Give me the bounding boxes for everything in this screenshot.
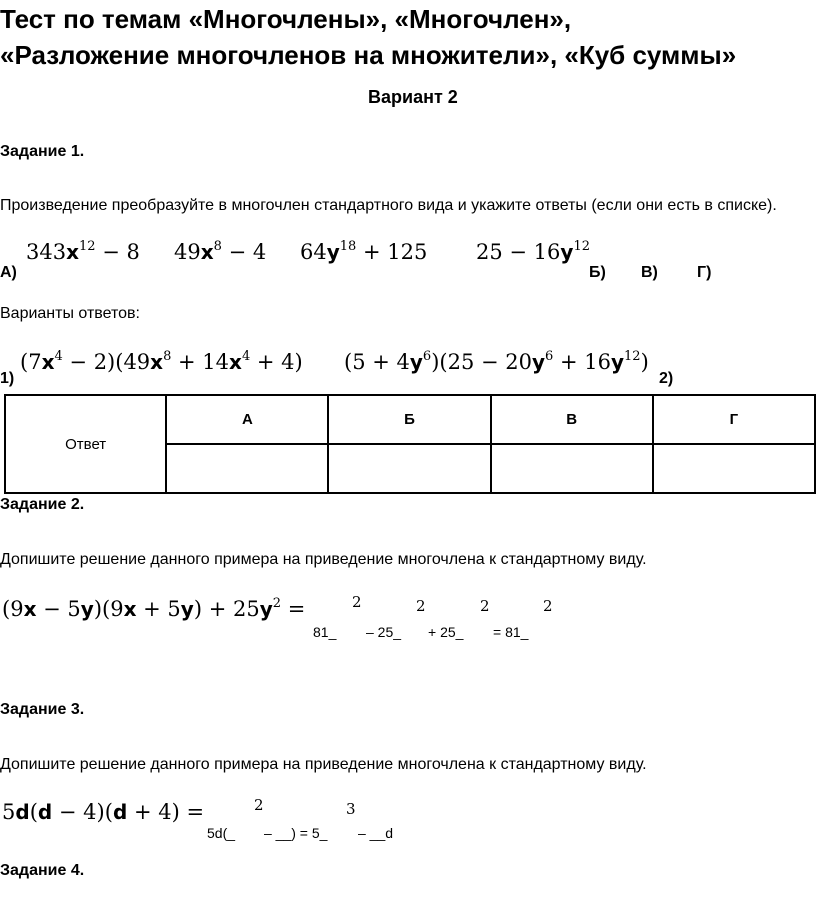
task3-heading: Задание 3. xyxy=(0,701,85,718)
answer-cell-a[interactable] xyxy=(166,444,328,493)
option-2-expression: $(5 + 4y^6)(25 - 20y^6 + 16y^{12})$ xyxy=(344,349,649,374)
task2-expression: $(9x - 5y)(9x + 5y) + 25y^2$ = xyxy=(2,596,306,621)
column-g-header: Г xyxy=(653,395,815,444)
task2-heading: Задание 2. xyxy=(0,496,85,513)
task2-blank-1: 81_ xyxy=(313,624,337,640)
options-heading: Варианты ответов: xyxy=(0,305,140,322)
task2-blank-3: + 25_ xyxy=(428,624,464,640)
label-b: Б) xyxy=(589,264,606,281)
expression-b: $49x^8 - 4$ xyxy=(174,239,267,264)
task2-exp-4: 2 xyxy=(543,597,553,615)
expression-c: $64y^{18} + 125$ xyxy=(300,239,428,264)
task3-blank-3: – __d xyxy=(358,825,394,841)
answer-cell-v[interactable] xyxy=(491,444,653,493)
task2-blank-4: = 81_ xyxy=(493,624,529,640)
column-v-header: В xyxy=(491,395,653,444)
answer-row-header: Ответ xyxy=(5,395,166,493)
option-2-label: 2) xyxy=(659,370,674,387)
task3-instruction: Допишите решение данного примера на приведение многочлена к стандартному виду. xyxy=(0,756,647,773)
task2-exp-3: 2 xyxy=(480,597,490,615)
column-b-header: Б xyxy=(328,395,490,444)
task3-exp-2: 3 xyxy=(346,800,356,818)
answer-cell-b[interactable] xyxy=(328,444,490,493)
option-1-expression: $(7x^4 - 2)(49x^8 + 14x^4 + 4)$ xyxy=(20,349,303,374)
task2-instruction: Допишите решение данного примера на приведение многочлена к стандартному виду. xyxy=(0,551,647,568)
label-a: А) xyxy=(0,264,17,281)
task3-expression: 5d(d − 4)(d + 4) = xyxy=(2,800,205,824)
expression-d: $25 - 16y^{12}$ xyxy=(476,239,590,264)
expression-a: $343x^{12} - 8$ xyxy=(26,239,140,264)
task3-blank-1: 5d(_ xyxy=(207,825,236,841)
task3-blank-2: – __) = 5_ xyxy=(264,825,328,841)
task2-exp-2: 2 xyxy=(416,597,426,615)
variant-label: Вариант 2 xyxy=(368,87,458,107)
answer-table xyxy=(4,394,816,494)
task4-heading: Задание 4. xyxy=(0,862,85,879)
column-a-header: А xyxy=(166,395,328,444)
label-g: Г) xyxy=(697,264,712,281)
task1-instruction: Произведение преобразуйте в многочлен стандартного вида и укажите ответы (если они есть в списке). xyxy=(0,197,777,214)
option-1-label: 1) xyxy=(0,370,15,387)
label-v: В) xyxy=(641,264,658,281)
title-line-1: Тест по темам «Многочлены», «Многочлен», xyxy=(0,4,572,34)
answer-cell-g[interactable] xyxy=(653,444,815,493)
title-line-2: «Разложение многочленов на множители», «Куб суммы» xyxy=(0,40,737,70)
task2-exp-1: 2 xyxy=(352,593,362,611)
task3-exp-1: 2 xyxy=(254,796,264,814)
task2-blank-2: – 25_ xyxy=(366,624,402,640)
task1-heading: Задание 1. xyxy=(0,143,85,160)
